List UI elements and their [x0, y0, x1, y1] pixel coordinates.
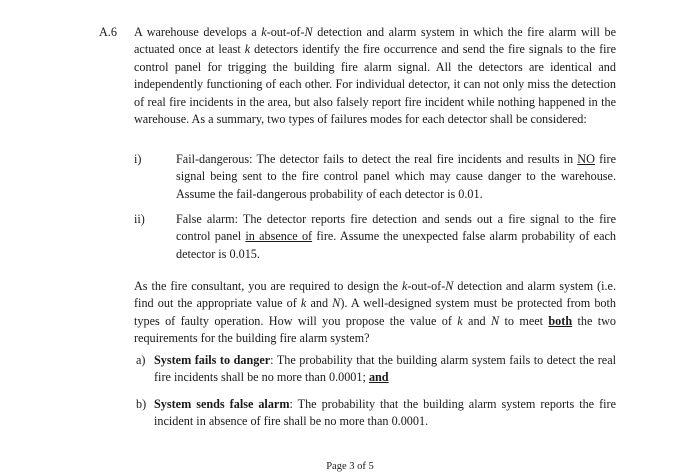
task-paragraph: As the fire consultant, you are required to design the k-out-of-N detection and alarm system (i.e. find out the appropriate value of k and N). A well-designed system must be protected from both types of faulty operation. How will you propose the value of k and N to meet both the two requirements for the building fire alarm system? — [134, 279, 616, 346]
failure-mode-marker: i) — [134, 152, 142, 166]
question-number: A.6 — [99, 25, 117, 39]
requirement-marker: b) — [136, 397, 147, 411]
failure-mode-marker: ii) — [134, 212, 145, 226]
failure-mode-text: Fail-dangerous: The detector fails to detect the real fire incidents and results in NO fire signal being sent to the fire control panel which may cause danger to the warehouse. Assume the fail-dangerous probability of each detector is 0.01. — [176, 152, 616, 201]
requirement-text: System fails to danger: The probability that the building alarm system fails to detect the real fire incidents shall be no more than 0.0001; and — [154, 353, 616, 385]
page-number-footer: Page 3 of 5 — [326, 461, 374, 472]
requirement-text: System sends false alarm: The probability that the building alarm system reports the fire incident in absence of fire shall be no more than 0.0001. — [154, 397, 616, 429]
failure-mode-text: False alarm: The detector reports fire detection and sends out a fire signal to the fire control panel in absence of fire. Assume the unexpected false alarm probability of each detector is 0.015. — [176, 212, 616, 261]
requirement-marker: a) — [136, 353, 146, 367]
question-intro: A warehouse develops a k-out-of-N detection and alarm system in which the fire alarm will be actuated once at least k detectors identify the fire occurrence and send the fire signals to the fire control panel for trigging the building fire alarm signal. All the detectors are identical and independently functioning of each other. For individual detector, it can not only miss the detection of real fire incidents in the area, but also falsely report fire incident while nothing happened in the warehouse. As a summary, two types of failures modes for each detector shall be considered: — [134, 25, 617, 127]
